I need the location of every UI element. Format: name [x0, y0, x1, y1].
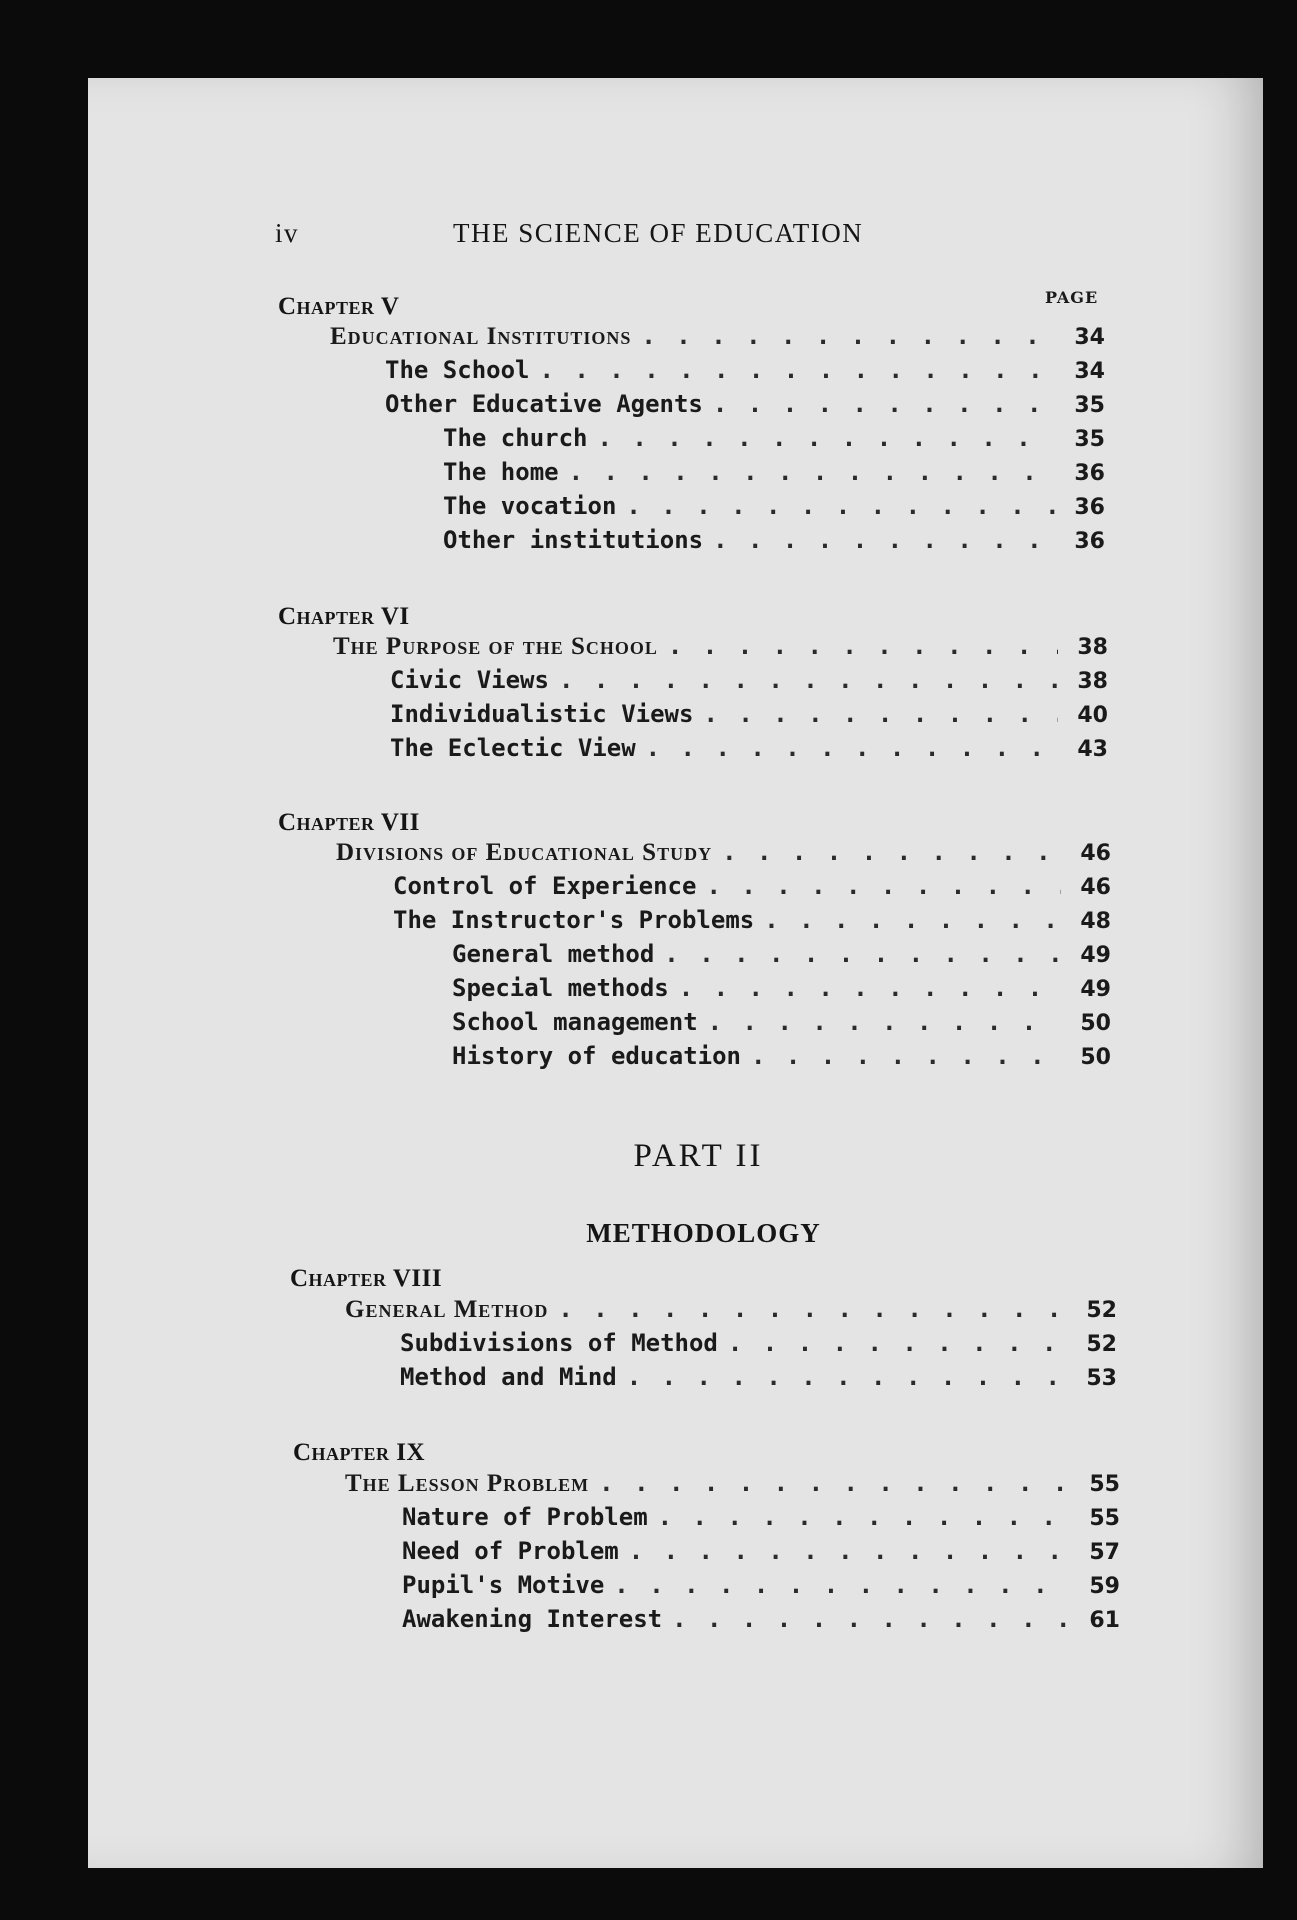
leader-dots	[706, 872, 1061, 900]
toc-entry-label: The Instructor's Problems	[393, 906, 755, 934]
toc-entry	[400, 1363, 1117, 1393]
toc-entry-page: 35	[1074, 427, 1105, 452]
toc-entry	[402, 1605, 1120, 1635]
part-title: PART II	[633, 1138, 764, 1174]
toc-entry-page: 61	[1089, 1608, 1120, 1633]
toc-entry-page: 52	[1086, 1332, 1117, 1357]
toc-entry-label: Need of Problem	[402, 1537, 619, 1565]
leader-dots	[629, 1537, 1070, 1565]
toc-entry-label: General method	[452, 940, 655, 968]
leader-dots	[626, 492, 1055, 520]
chapter-heading: Chapter V	[278, 293, 400, 320]
leader-dots	[679, 974, 1061, 1002]
toc-entry-page: 36	[1074, 529, 1105, 554]
leader-dots	[751, 1042, 1061, 1070]
toc-entry-label: The Lesson Problem	[345, 1470, 590, 1497]
leader-dots	[713, 390, 1055, 418]
toc-entry-label: School management	[452, 1008, 698, 1036]
toc-entry	[345, 1469, 1120, 1499]
toc-entry	[400, 1329, 1117, 1359]
toc-entry-page: 50	[1080, 1011, 1111, 1036]
toc-entry-label: Special methods	[452, 974, 669, 1002]
leader-dots	[713, 526, 1055, 554]
toc-entry	[443, 526, 1105, 556]
toc-entry-label: History of education	[452, 1042, 741, 1070]
leader-dots	[614, 1571, 1070, 1599]
toc-entry-page: 55	[1089, 1506, 1120, 1531]
toc-entry-page: 52	[1086, 1298, 1117, 1323]
toc-entry-page: 35	[1074, 393, 1105, 418]
toc-entry-page: 34	[1074, 325, 1105, 350]
toc-entry-page: 55	[1089, 1472, 1120, 1497]
toc-entry	[336, 838, 1111, 868]
page-column-label: PAGE	[1045, 288, 1099, 307]
toc-entry	[330, 322, 1105, 352]
toc-entry	[443, 458, 1105, 488]
leader-dots	[728, 1329, 1067, 1357]
toc-entry-label: Awakening Interest	[402, 1605, 663, 1633]
leader-dots	[672, 1605, 1070, 1633]
toc-entry	[390, 666, 1108, 696]
toc-entry-page: 43	[1077, 737, 1108, 762]
toc-entry-label: Pupil's Motive	[402, 1571, 605, 1599]
toc-entry-label: The School	[385, 356, 530, 384]
toc-entry-label: The home	[443, 458, 559, 486]
toc-entry	[393, 906, 1111, 936]
toc-entry-page: 38	[1077, 635, 1108, 660]
toc-entry	[390, 734, 1108, 764]
page-folio: iv	[275, 218, 300, 248]
toc-entry-label: The Purpose of the School	[333, 633, 658, 660]
toc-entry-label: The Eclectic View	[390, 734, 636, 762]
toc-entry-page: 49	[1080, 977, 1111, 1002]
toc-entry	[385, 390, 1105, 420]
toc-entry-label: General Method	[345, 1296, 549, 1323]
leader-dots	[598, 424, 1056, 452]
toc-entry	[385, 356, 1105, 386]
toc-entry-page: 36	[1074, 461, 1105, 486]
toc-entry-page: 34	[1074, 359, 1105, 384]
toc-entry-label: Subdivisions of Method	[400, 1329, 718, 1357]
toc-entry-label: Other institutions	[443, 526, 704, 554]
toc-entry-label: Individualistic Views	[390, 700, 694, 728]
leader-dots	[627, 1363, 1067, 1391]
running-title: THE SCIENCE OF EDUCATION	[453, 218, 864, 248]
toc-entry	[452, 1008, 1111, 1038]
leader-dots	[703, 700, 1058, 728]
toc-entry-page: 57	[1089, 1540, 1120, 1565]
toc-entry	[452, 974, 1111, 1004]
toc-entry	[345, 1295, 1117, 1325]
chapter-heading: Chapter VI	[278, 603, 410, 630]
toc-entry	[452, 940, 1111, 970]
toc-entry	[402, 1537, 1120, 1567]
toc-entry-label: Nature of Problem	[402, 1503, 648, 1531]
toc-entry	[443, 424, 1105, 454]
toc-entry-page: 46	[1080, 841, 1111, 866]
leader-dots	[559, 666, 1058, 694]
leader-dots	[641, 322, 1055, 350]
toc-entry	[402, 1503, 1120, 1533]
leader-dots	[540, 356, 1056, 384]
toc-entry	[452, 1042, 1111, 1072]
toc-entry-label: Civic Views	[390, 666, 549, 694]
leader-dots	[569, 458, 1055, 486]
leader-dots	[646, 734, 1058, 762]
toc-entry-label: Method and Mind	[400, 1363, 617, 1391]
leader-dots	[658, 1503, 1070, 1531]
toc-entry-page: 50	[1080, 1045, 1111, 1070]
toc-entry	[443, 492, 1105, 522]
toc-entry-page: 48	[1080, 909, 1111, 934]
toc-entry-page: 53	[1086, 1366, 1117, 1391]
leader-dots	[558, 1295, 1067, 1323]
toc-entry	[333, 632, 1108, 662]
chapter-heading: Chapter VII	[278, 809, 420, 836]
leader-dots	[664, 940, 1061, 968]
leader-dots	[764, 906, 1061, 934]
toc-entry-label: The church	[443, 424, 588, 452]
toc-entry-label: Divisions of Educational Study	[336, 839, 713, 866]
toc-entry-label: Control of Experience	[393, 872, 697, 900]
toc-entry-page: 49	[1080, 943, 1111, 968]
toc-entry	[393, 872, 1111, 902]
toc-entry-label: The vocation	[443, 492, 617, 520]
leader-dots	[722, 838, 1061, 866]
chapter-heading: Chapter VIII	[290, 1265, 443, 1292]
toc-entry	[402, 1571, 1120, 1601]
toc-entry-page: 46	[1080, 875, 1111, 900]
toc-entry-page: 38	[1077, 669, 1108, 694]
toc-entry	[390, 700, 1108, 730]
leader-dots	[599, 1469, 1070, 1497]
part-subtitle: METHODOLOGY	[586, 1218, 821, 1248]
leader-dots	[668, 632, 1058, 660]
leader-dots	[708, 1008, 1061, 1036]
toc-entry-page: 40	[1077, 703, 1108, 728]
toc-entry-label: Other Educative Agents	[385, 390, 703, 418]
toc-entry-label: Educational Institutions	[330, 323, 632, 350]
toc-entry-page: 36	[1074, 495, 1105, 520]
toc-entry-page: 59	[1089, 1574, 1120, 1599]
chapter-heading: Chapter IX	[293, 1439, 426, 1466]
